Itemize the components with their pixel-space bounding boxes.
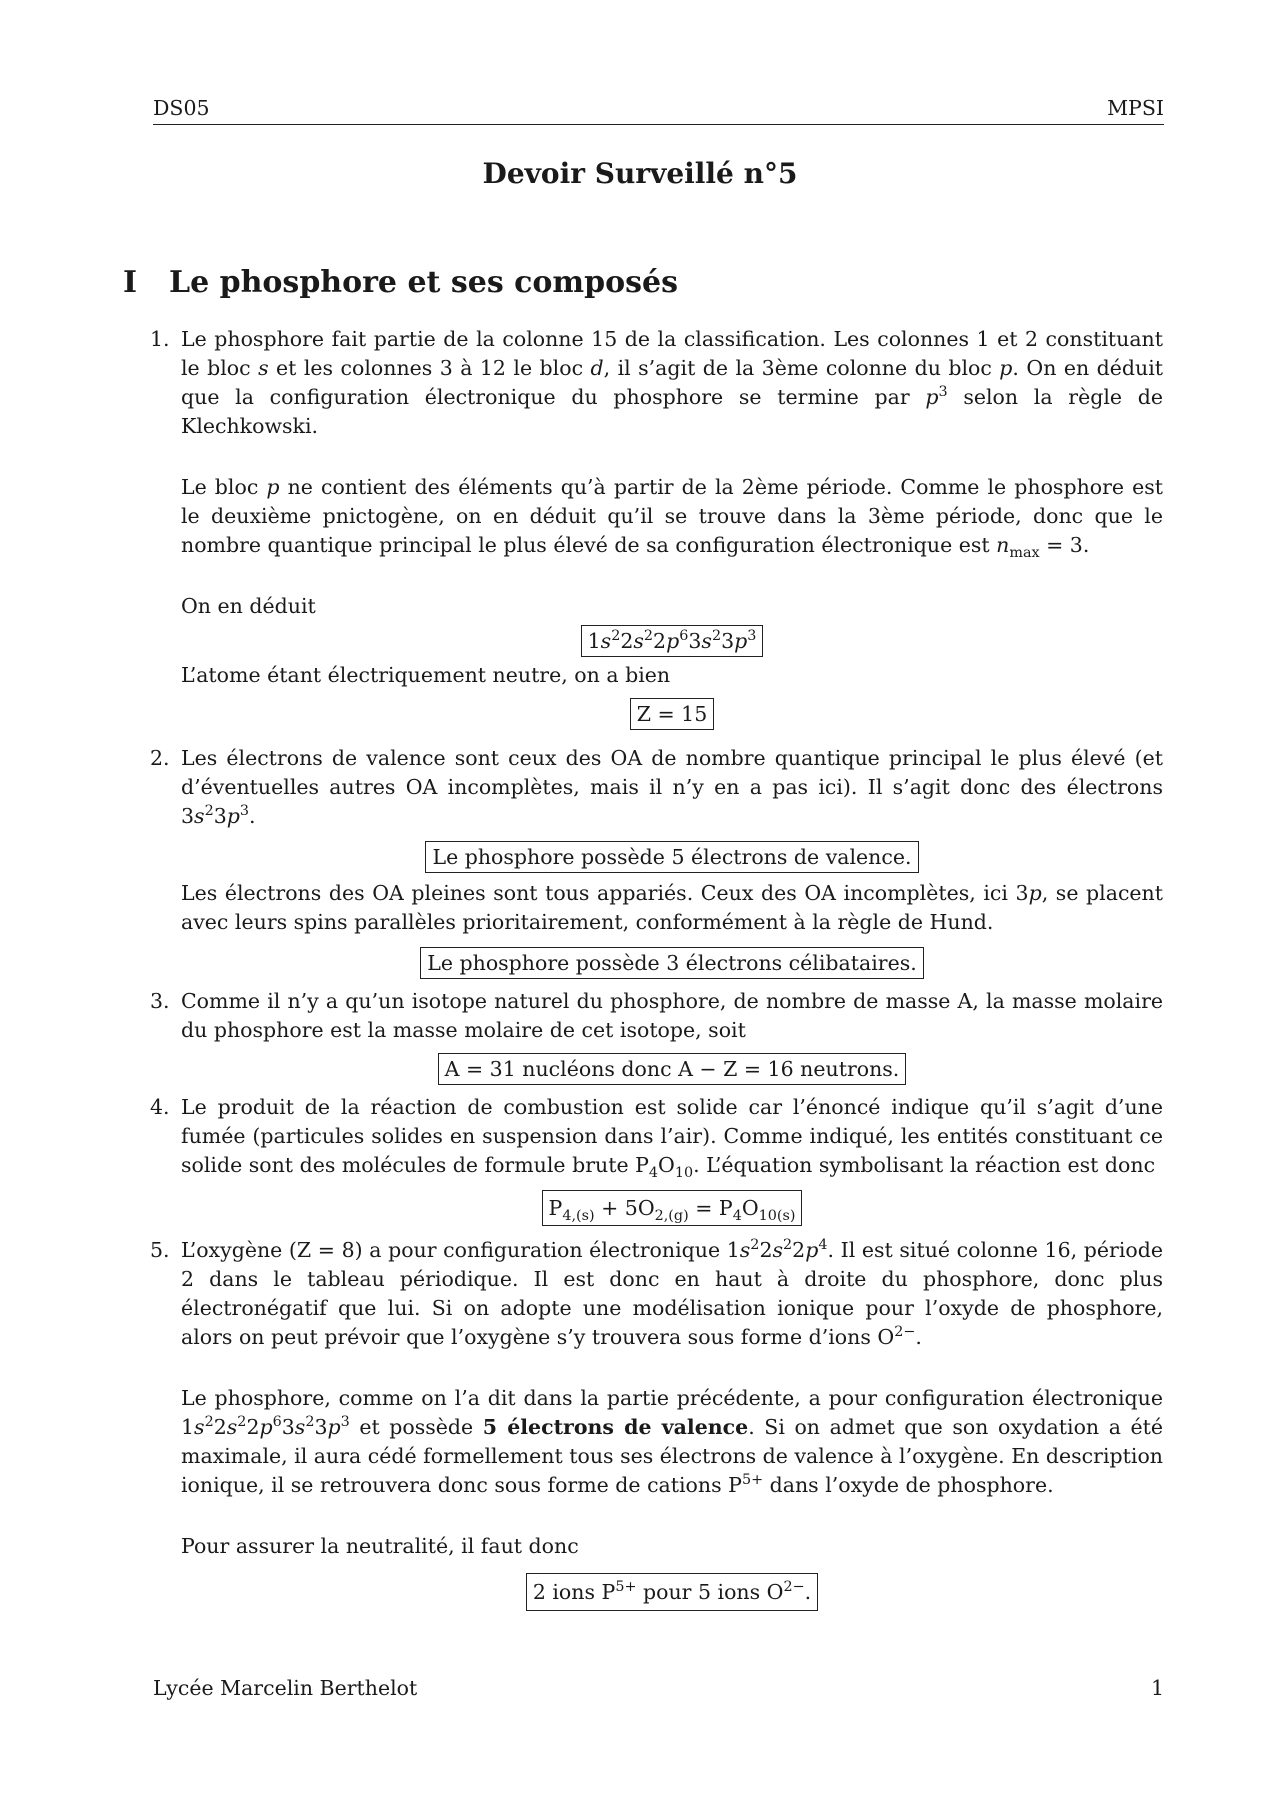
superscript: 3 (938, 384, 948, 401)
section-number: I (123, 265, 138, 300)
item-number: 3. (150, 989, 170, 1013)
paragraph: L’atome étant électriquement neutre, on a bien (181, 663, 671, 687)
boxed-unpaired-result: Le phosphore possède 3 électrons célibataires. (420, 947, 924, 979)
math-var: n (996, 533, 1010, 557)
text: selon la règle de Klechkowski. (181, 385, 1163, 438)
paragraph: Le phosphore, comme on l’a dit dans la partie précédente, a pour configuration électronique $1s^22s^22p^63s^23p^3$ et possède 5 électrons de valence. Si on admet que son oxydation a été maximale, il aura cédé formellement tous ses électrons de valence à l’oxygène. En description ionique, il se retrouvera donc sous forme de cations $P^{5+}$ dans l’oxyde de phosphore. (181, 1386, 1163, 1497)
boxed-nucleon-result: A = 31 nucléons donc A − Z = 16 neutrons. (438, 1053, 907, 1085)
text: Les électrons de valence sont ceux des OA de nombre quantique principal le plus élevé (et d’éventuelles autres OA incomplètes, mais il n’y en a pas ici). Il s’agit donc des électrons (181, 746, 1163, 799)
result-line (181, 698, 1163, 730)
boxed-configuration: $1s^22s^22p^63s^23p^3$ (581, 625, 764, 657)
document-title: Devoir Surveillé n°5 (482, 157, 798, 190)
subscript: max (1009, 545, 1040, 562)
item-number: 4. (150, 1095, 170, 1119)
text: = 3. (1039, 533, 1090, 557)
text: . On en déduit que la configuration électronique du phosphore se termine par (181, 356, 1163, 409)
section-title: Le phosphore et ses composés (169, 265, 679, 300)
item-number: 1. (150, 327, 170, 351)
result-line (181, 841, 1163, 873)
result-line (181, 947, 1163, 979)
answer-item-4 (150, 1093, 1163, 1226)
answers-content (150, 325, 1164, 1611)
footer-school-name: Lycée Marcelin Berthelot (153, 1676, 418, 1700)
bold-text: 5 électrons de valence (482, 1415, 749, 1439)
paragraph: L’oxygène (Z = 8) a pour configuration électronique $1s^22s^22p^4$. Il est situé colonne 16, période 2 dans le tableau périodique. Il est donc en haut à droite du phosphore, donc plus électronégatif que lui. Si on adopte une modélisation ionique pour l’oxyde de phosphore, alors on peut prévoir que l’oxygène s’y trouvera sous forme d’ions $O^{2-}$. (181, 1237, 1163, 1349)
paragraph: Les électrons des OA pleines sont tous appariés. Ceux des OA incomplètes, ici 3p, se placent avec leurs spins parallèles prioritairement, conformément à la règle de Hund. (181, 881, 1164, 934)
text: Le bloc (181, 475, 267, 499)
page-number: 1 (1150, 1676, 1164, 1700)
page-header (153, 94, 1164, 125)
math-var: p (999, 356, 1013, 380)
section-heading (123, 264, 678, 302)
paragraph: Les électrons de valence sont ceux des OA de nombre quantique principal le plus élevé (et d’éventuelles autres OA incomplètes, mais il n’y en a pas ici). Il s’agit donc des électrons $3s^23p^3$. (181, 746, 1163, 828)
paragraph: Le produit de la réaction de combustion est solide car l’énoncé indique qu’il s’agit d’une fumée (particules solides en suspension dans l’air). Comme indiqué, les entités constituant ce solide sont des molécules de formule brute $P_4O_{10}$. L’équation symbolisant la réaction est donc (181, 1095, 1163, 1182)
paragraph: Pour assurer la neutralité, il faut donc (181, 1534, 579, 1558)
math-var: p (266, 475, 280, 499)
boxed-atomic-number: Z = 15 (630, 698, 715, 730)
text: et les colonnes 3 à 12 le bloc (268, 356, 591, 380)
paragraph (181, 325, 1163, 441)
boxed-ion-ratio: 2 ions $P^{5+}$ pour 5 ions $O^{2-}$. (526, 1573, 818, 1611)
math-var: d (590, 356, 604, 380)
math-var: p (925, 385, 939, 409)
text: ne contient des éléments qu’à partir de la 2ème période. Comme le phosphore est le deuxième pnictogène, on en déduit qu’il se trouve dans la 3ème période, donc que le nombre quantique principal le plus élevé de sa configuration électronique est (181, 475, 1164, 557)
result-line (181, 1573, 1163, 1611)
result-line (181, 1190, 1163, 1226)
item-number: 2. (150, 746, 170, 770)
answer-item-2 (150, 744, 1164, 979)
paragraph: Comme il n’y a qu’un isotope naturel du phosphore, de nombre de masse A, la masse molaire du phosphore est la masse molaire de cet isotope, soit (181, 989, 1163, 1042)
answer-item-3 (150, 987, 1163, 1085)
text: Le phosphore fait partie de la colonne 15 de la classification. Les colonnes 1 et 2 constituant le bloc (181, 327, 1163, 380)
math-var: s (258, 356, 269, 380)
result-line (181, 625, 1163, 657)
answer-item-5 (150, 1236, 1163, 1611)
header-course-code: DS05 (153, 96, 210, 120)
boxed-valence-result: Le phosphore possède 5 électrons de valence. (425, 841, 918, 873)
paragraph: On en déduit (181, 594, 316, 618)
answer-item-1 (150, 325, 1164, 730)
paragraph (181, 473, 1163, 560)
item-number: 5. (150, 1238, 170, 1262)
boxed-reaction-equation: $P_{4,(s)} + 5O_{2,(g)} = P_4O_{10(s)}$ (542, 1190, 803, 1226)
text: , il s’agit de la 3ème colonne du bloc (603, 356, 1000, 380)
header-class-name: MPSI (1107, 96, 1164, 120)
result-line (181, 1053, 1163, 1085)
